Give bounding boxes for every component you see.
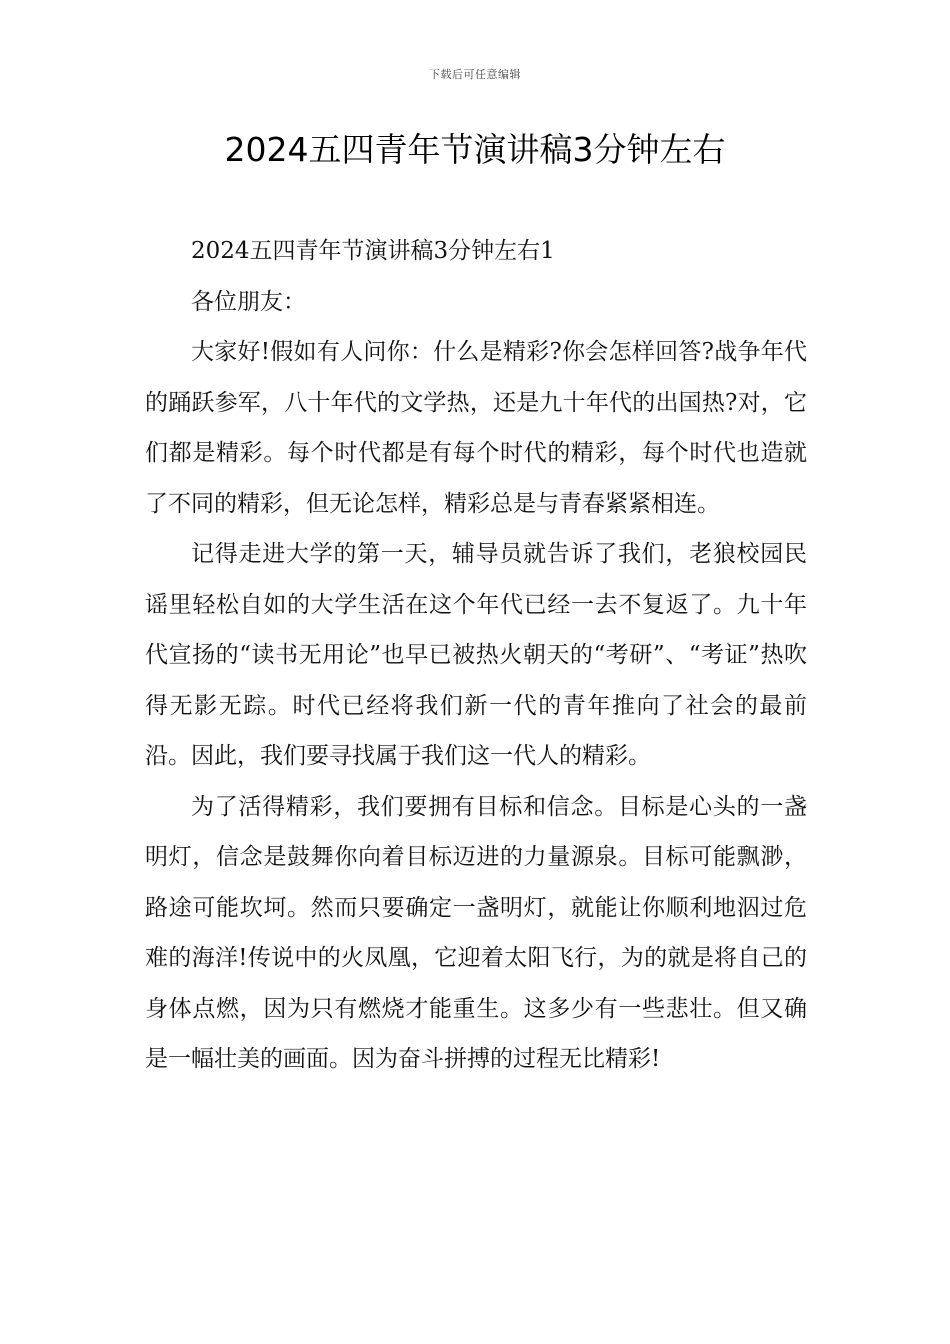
paragraph: 大家好!假如有人问你：什么是精彩?你会怎样回答?战争年代的踊跃参军，八十年代的文学热，还是九十年代的出国热?对，它们都是精彩。每个时代都是有每个时代的精彩，每个时代也造就了不同的精彩，但无论怎样，精彩总是与青春紧紧相连。 [145, 339, 807, 517]
header-note: 下载后可任意编辑 [429, 68, 521, 81]
document-body [145, 226, 807, 1085]
paragraph: 记得走进大学的第一天，辅导员就告诉了我们，老狼校园民谣里轻松自如的大学生活在这个年代已经一去不复返了。九十年代宣扬的“读书无用论”也早已被热火朝天的“考研”、“考证”热吹得无影无踪。时代已经将我们新一代的青年推向了社会的最前沿。因此，我们要寻找属于我们这一代人的精彩。 [145, 541, 807, 769]
paragraph: 为了活得精彩，我们要拥有目标和信念。目标是心头的一盏明灯，信念是鼓舞你向着目标迈进的力量源泉。目标可能飘渺，路途可能坎坷。然而只要确定一盏明灯，就能让你顺利地泅过危难的海洋!传说中的火凤凰，它迎着太阳飞行，为的就是将自己的身体点燃，因为只有燃烧才能重生。这多少有一些悲壮。但又确是一幅壮美的画面。因为奋斗拼搏的过程无比精彩! [145, 793, 807, 1072]
document-subtitle: 2024五四青年节演讲稿3分钟左右1 [191, 238, 555, 264]
document-title: 2024五四青年节演讲稿3分钟左右 [224, 130, 726, 169]
salutation: 各位朋友： [191, 288, 306, 315]
